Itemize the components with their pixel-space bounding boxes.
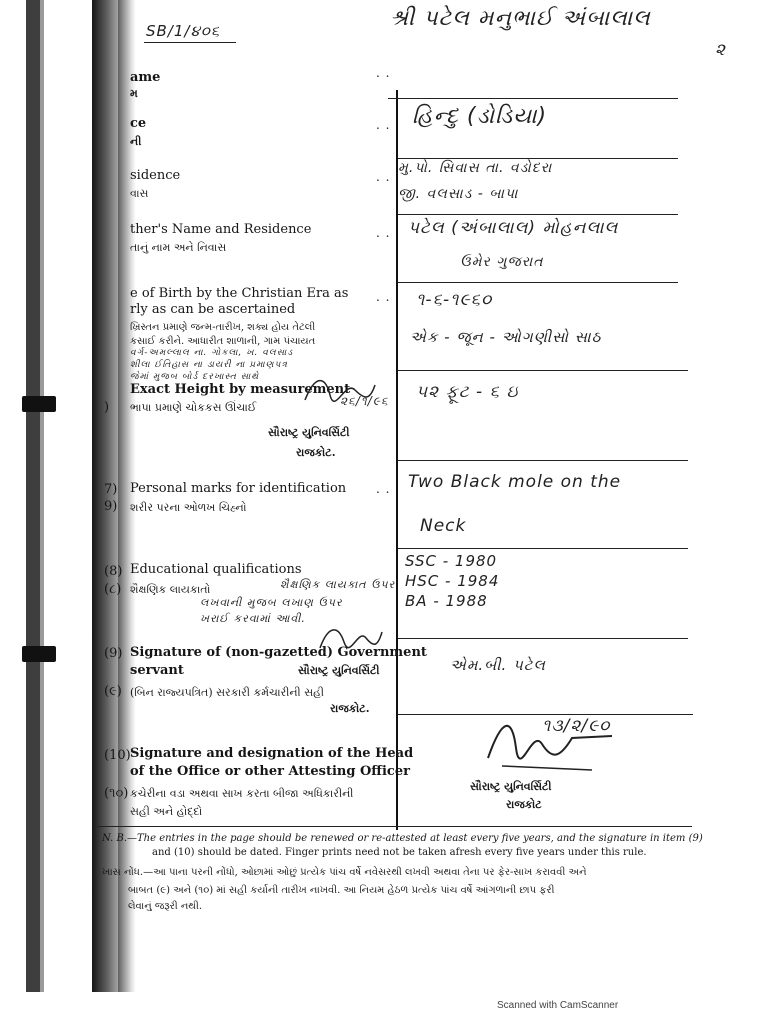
education-number: (8) <box>104 564 123 579</box>
residence-label-gu: વાસ <box>130 187 149 200</box>
leader-dots: . . <box>376 482 391 496</box>
marks-number: 7) <box>104 482 118 497</box>
servant-signature-scribble <box>316 620 386 654</box>
page-mark: ૨ <box>715 40 726 60</box>
binding-clip <box>22 396 56 412</box>
servant-label-gu: (બિન રાજ્યપત્રિત) સરકારી કર્મચારીની સહી <box>130 686 325 699</box>
binding-edge <box>40 0 44 992</box>
birth-value-line1: ૧-૬-૧૯૬૦ <box>416 290 493 310</box>
head-label-gu-line2: સહી અને હોદ્દો <box>130 805 203 818</box>
note-en-line1: N. B.—The entries in the page should be renewed or re-attested at least every five years, and the signature in item (9) <box>102 833 703 844</box>
birth-label-gu-line2: કસાઈ કરીને. આધારીત શાળાની, ગામ પંચાયત <box>130 336 316 347</box>
value-line <box>398 282 678 283</box>
servant-number: (9) <box>104 646 123 661</box>
height-stamp-line2: રાજકોટ. <box>296 446 336 459</box>
head-label-line1: Signature and designation of the Head <box>130 746 414 761</box>
father-value-line1: પટેલ (અંબાલાલ) મોહનલાલ <box>408 218 619 238</box>
leader-dots: . . <box>376 170 391 184</box>
race-label: ce <box>130 116 147 131</box>
education-number-gu: (૮) <box>104 582 122 597</box>
race-value: હિન્દુ (ડોડિયા) <box>412 104 548 129</box>
head-stamp-line1: સૌરાષ્ટ્ર યુનિવર્સિટી <box>470 780 552 793</box>
education-label: Educational qualifications <box>130 562 302 577</box>
value-line <box>398 158 678 159</box>
scanner-watermark: Scanned with CamScanner <box>497 1000 619 1011</box>
value-line <box>398 214 678 215</box>
height-value: ૫૨ ફૂટ - ૬ ઇ <box>416 382 519 402</box>
residence-value-line1: મુ.પો. સિવાસ તા. વડોદરા <box>398 160 553 176</box>
height-label: Exact Height by measurement <box>130 382 351 397</box>
height-number: ) <box>104 400 110 415</box>
value-line <box>398 548 688 549</box>
note-gu-line2: બાબત (૯) અને (૧૦) માં સહી કર્યાની તારીખ નાખવી. આ નિયમ હેઠળ પ્રત્યેક પાંચ વર્ષે આંગળાની છાપ ફરી <box>128 885 555 896</box>
marks-value-line1: Two Black mole on the <box>408 472 622 492</box>
ref-underline <box>144 42 236 43</box>
servant-number-gu: (૯) <box>104 684 122 699</box>
father-label: ther's Name and Residence <box>130 222 312 237</box>
height-stamp-line1: સૌરાષ્ટ્ર યુનિવર્સિટી <box>268 426 350 439</box>
head-number: (10) <box>104 748 131 763</box>
education-value-line3: BA - 1988 <box>405 592 488 610</box>
birth-handwritten-line5: જેમાં મુજબ બોર્ડ દરખાસ્ત સાથે <box>130 372 260 382</box>
race-label-gu: ની <box>130 135 142 148</box>
marks-number-gu: 9) <box>104 499 118 514</box>
marks-label-gu: શરીર પરના ઓળખ ચિહ્નો <box>130 501 247 514</box>
education-value-line1: SSC - 1980 <box>405 552 498 570</box>
name-label: ame <box>130 70 161 85</box>
birth-handwritten-line4: શીલા ઈતિહાસ ના ડાયરી ના પ્રમાણપત્ર <box>130 360 288 370</box>
servant-label-line1: Signature of (non-gazetted) Government <box>130 645 427 660</box>
binding-strip <box>26 0 40 992</box>
birth-value-line2: એક - જૂન - ઓગણીસો સાઠ <box>410 328 602 346</box>
leader-dots: . . <box>376 66 391 80</box>
value-line <box>398 460 688 461</box>
note-gu-line1: ખાસ નોંધ.—આ પાના પરની નોંધો, ઓછામાં ઓછું પ્રત્યેક પાંચ વર્ષે નવેસરથી લખવી અથવા તેના પર ફેર-સાખ કરાવવી અને <box>102 867 587 878</box>
leader-dots: . . <box>376 118 391 132</box>
leader-dots: . . <box>376 226 391 240</box>
handwritten-name: શ્રી પટેલ મનુભાઈ અંબાલાલ <box>390 6 651 31</box>
head-sign-date: ૧૩/૨/૯૦ <box>542 716 611 736</box>
birth-label-line1: e of Birth by the Christian Era as <box>130 286 349 301</box>
marks-label: Personal marks for identification <box>130 481 347 496</box>
servant-stamp-line2: રાજકોટ. <box>330 702 370 715</box>
birth-label-gu-line1: ખ્રિસ્તન પ્રમાણે જન્મ-તારીખ, શક્ય હોય તેટલી <box>130 322 316 333</box>
marks-value-line2: Neck <box>420 516 467 536</box>
birth-label-line2: rly as can be ascertained <box>130 302 296 317</box>
head-label-gu-line1: કચેરીના વડા અથવા સાખ કરતા બીજા અધિકારીની <box>130 787 354 800</box>
education-label-gu: શૈક્ષણિક લાયકાતો <box>130 583 211 596</box>
birth-handwritten-line3: વર્ગ-અમલ્લાલ ના. ગોકલા, ખ. વલસાડ <box>130 348 294 358</box>
ref-number: SB/1/૪૦૬ <box>146 22 221 40</box>
binding-clip <box>22 646 56 662</box>
note-top-line <box>98 826 692 827</box>
value-line <box>398 370 688 371</box>
height-label-gu: ભાપા પ્રમાણે ચોકકસ ઊંચાઈ <box>130 401 257 414</box>
servant-stamp-line1: સૌરાષ્ટ્ર યુનિવર્સિટી <box>298 664 380 677</box>
education-handwritten-line1: શૈક્ષણિક લાયકાત ઉપર <box>280 578 396 591</box>
value-line <box>388 98 678 99</box>
head-label-line2: of the Office or other Attesting Officer <box>130 764 410 779</box>
education-handwritten-line3: ખરાઈ કરવામાં આવી. <box>200 612 306 625</box>
education-handwritten-line2: લખવાની મુજબ લખાણ ઉપર <box>200 596 343 609</box>
value-line <box>398 638 688 639</box>
note-gu-line3: લેવાનું જરૂરી નથી. <box>128 901 203 912</box>
servant-label-line2: servant <box>130 663 184 678</box>
head-stamp-line2: રાજકોટ <box>506 798 542 811</box>
father-label-gu: તાનું નામ અને નિવાસ <box>130 241 227 254</box>
name-label-gu: મ <box>130 87 138 100</box>
education-value-line2: HSC - 1984 <box>405 572 500 590</box>
residence-label: sidence <box>130 168 181 183</box>
servant-signature-value: એમ.બી. પટેલ <box>450 656 546 674</box>
father-value-line2: ઉમેર ગુજરાત <box>460 254 544 270</box>
note-en-line2: and (10) should be dated. Finger prints need not be taken afresh every five years under this rule. <box>152 847 647 858</box>
head-number-gu: (૧૦) <box>104 786 129 801</box>
residence-value-line2: જી. વલસાડ - બાપા <box>398 186 519 202</box>
leader-dots: . . <box>376 290 391 304</box>
height-sign-date: ૨૬/૧/૯૬ <box>340 394 389 408</box>
